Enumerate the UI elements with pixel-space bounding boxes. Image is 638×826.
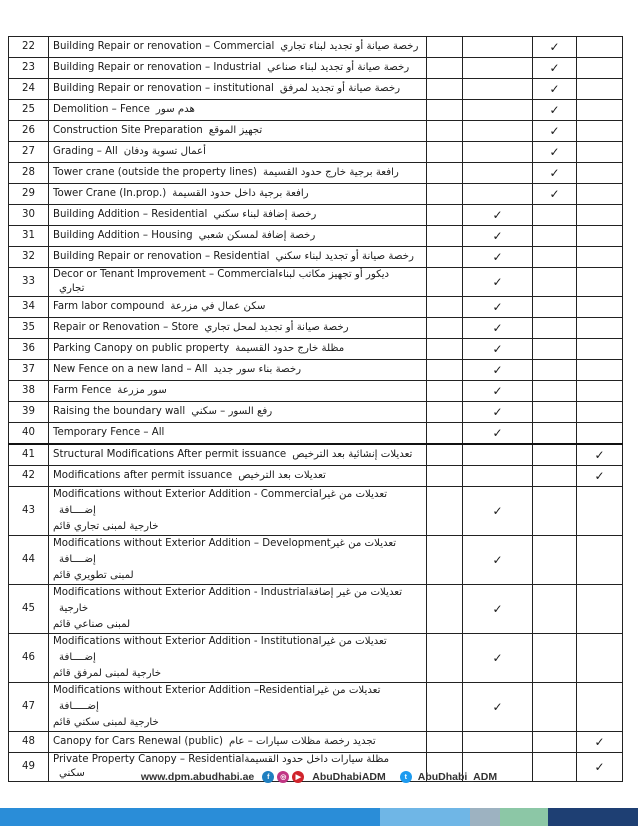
check-mark-icon: ✓ bbox=[492, 229, 503, 243]
check-mark-icon: ✓ bbox=[492, 208, 503, 222]
permits-table-body bbox=[9, 37, 623, 782]
table-row bbox=[9, 423, 623, 445]
row-number: 27 bbox=[9, 142, 49, 163]
permit-name-en: Parking Canopy on public property bbox=[53, 343, 230, 354]
check-cell bbox=[427, 121, 463, 142]
footer-color-bars bbox=[0, 808, 638, 826]
check-cell bbox=[463, 247, 533, 268]
row-number: 35 bbox=[9, 318, 49, 339]
check-cell bbox=[533, 142, 577, 163]
check-cell bbox=[427, 318, 463, 339]
permit-description bbox=[49, 121, 427, 142]
permit-name-en: Private Property Canopy – Residential bbox=[53, 754, 245, 765]
table-row bbox=[9, 297, 623, 318]
permit-name-ar: ديكور أو تجهيز مكاتب لبناء تجاري bbox=[59, 269, 390, 294]
row-number: 49 bbox=[9, 753, 49, 782]
check-cell bbox=[533, 634, 577, 683]
check-cell bbox=[463, 402, 533, 423]
row-number: 30 bbox=[9, 205, 49, 226]
row-number: 41 bbox=[9, 444, 49, 466]
check-cell bbox=[427, 79, 463, 100]
permit-name-en: Modifications without Exterior Addition –Residential bbox=[53, 685, 316, 696]
check-cell bbox=[463, 732, 533, 753]
permit-name-ar-continued: لمبنى صناعي قائم bbox=[53, 619, 131, 630]
row-number: 29 bbox=[9, 184, 49, 205]
permit-name-en: Tower Crane (In.prop.) bbox=[53, 188, 167, 199]
permit-name-ar: سور مزرعة bbox=[117, 385, 167, 396]
check-cell bbox=[463, 585, 533, 634]
permit-description bbox=[49, 37, 427, 58]
permit-name-en: Building Addition – Housing bbox=[53, 230, 193, 241]
check-cell bbox=[577, 487, 623, 536]
table-row bbox=[9, 381, 623, 402]
check-mark-icon: ✓ bbox=[549, 166, 560, 180]
row-number: 45 bbox=[9, 585, 49, 634]
check-cell bbox=[427, 487, 463, 536]
check-cell bbox=[427, 142, 463, 163]
check-cell bbox=[577, 732, 623, 753]
row-number: 42 bbox=[9, 466, 49, 487]
twitter-handle[interactable]: AbuDhabi_ADM bbox=[417, 771, 498, 783]
permit-name-ar: رافعة برجية داخل حدود القسيمة bbox=[172, 188, 309, 199]
permit-name-ar: رخصة صيانة أو تجديد لمحل تجاري bbox=[204, 322, 349, 333]
check-mark-icon: ✓ bbox=[549, 82, 560, 96]
check-cell bbox=[463, 184, 533, 205]
check-cell bbox=[427, 205, 463, 226]
check-cell bbox=[533, 318, 577, 339]
check-cell bbox=[577, 226, 623, 247]
check-cell bbox=[577, 402, 623, 423]
check-cell bbox=[463, 100, 533, 121]
table-row bbox=[9, 100, 623, 121]
row-number: 40 bbox=[9, 423, 49, 445]
permit-description bbox=[49, 634, 427, 683]
bar-light-blue bbox=[0, 808, 380, 826]
check-cell bbox=[427, 536, 463, 585]
permit-name-ar: تعديلات من غير إضافة خارجية bbox=[59, 587, 403, 614]
permit-name-ar: مظلة خارج حدود القسيمة bbox=[235, 343, 345, 354]
check-cell bbox=[463, 297, 533, 318]
check-cell bbox=[427, 634, 463, 683]
check-mark-icon: ✓ bbox=[594, 735, 605, 749]
table-row bbox=[9, 487, 623, 536]
table-row bbox=[9, 466, 623, 487]
permit-name-en: New Fence on a new land – All bbox=[53, 364, 208, 375]
row-number: 22 bbox=[9, 37, 49, 58]
table-row bbox=[9, 732, 623, 753]
check-mark-icon: ✓ bbox=[492, 700, 503, 714]
permit-name-en: Grading – All bbox=[53, 146, 118, 157]
permit-name-ar: هدم سور bbox=[155, 104, 195, 115]
check-mark-icon: ✓ bbox=[594, 469, 605, 483]
check-cell bbox=[427, 247, 463, 268]
permit-description bbox=[49, 184, 427, 205]
row-number: 47 bbox=[9, 683, 49, 732]
check-mark-icon: ✓ bbox=[549, 40, 560, 54]
table-row bbox=[9, 268, 623, 297]
check-cell bbox=[577, 163, 623, 184]
check-cell bbox=[577, 360, 623, 381]
permit-name-en: Farm labor compound bbox=[53, 301, 165, 312]
permit-description bbox=[49, 268, 427, 297]
permit-description bbox=[49, 585, 427, 634]
row-number: 46 bbox=[9, 634, 49, 683]
permit-name-ar: رافعة برجية خارج حدود القسيمة bbox=[263, 167, 399, 178]
row-number: 23 bbox=[9, 58, 49, 79]
permit-description bbox=[49, 247, 427, 268]
check-cell bbox=[577, 121, 623, 142]
check-cell bbox=[533, 226, 577, 247]
check-cell bbox=[577, 58, 623, 79]
permit-description bbox=[49, 683, 427, 732]
permit-name-ar: رخصة صيانة أو تجديد لبناء سكني bbox=[275, 251, 414, 262]
permit-name-ar: رخصة بناء سور جديد bbox=[213, 364, 302, 375]
check-cell bbox=[427, 163, 463, 184]
permit-description bbox=[49, 142, 427, 163]
table-row bbox=[9, 247, 623, 268]
check-cell bbox=[463, 163, 533, 184]
check-cell bbox=[427, 37, 463, 58]
check-cell bbox=[577, 585, 623, 634]
permit-name-ar: تعديلات بعد الترخيص bbox=[238, 470, 326, 481]
permit-description bbox=[49, 226, 427, 247]
row-number: 25 bbox=[9, 100, 49, 121]
permit-name-ar: رخصة صيانة أو تجديد لبناء صناعي bbox=[267, 62, 410, 73]
check-mark-icon: ✓ bbox=[594, 760, 605, 774]
permit-name-en: Demolition – Fence bbox=[53, 104, 150, 115]
check-cell bbox=[533, 37, 577, 58]
permit-name-en: Modifications without Exterior Addition - Institutional bbox=[53, 636, 322, 647]
permit-name-ar: رخصة صيانة أو تجديد لبناء تجاري bbox=[280, 41, 419, 52]
permit-name-en: Repair or Renovation – Store bbox=[53, 322, 199, 333]
permit-name-ar: رخصة إضافة لمسكن شعبي bbox=[198, 230, 316, 241]
permit-name-en: Building Addition – Residential bbox=[53, 209, 208, 220]
check-cell bbox=[463, 444, 533, 466]
check-mark-icon: ✓ bbox=[492, 342, 503, 356]
check-cell bbox=[463, 58, 533, 79]
check-mark-icon: ✓ bbox=[492, 363, 503, 377]
table-row bbox=[9, 360, 623, 381]
check-cell bbox=[577, 536, 623, 585]
row-number: 37 bbox=[9, 360, 49, 381]
row-number: 31 bbox=[9, 226, 49, 247]
permit-name-en: Structural Modifications After permit issuance bbox=[53, 449, 287, 460]
check-mark-icon: ✓ bbox=[492, 384, 503, 398]
check-cell bbox=[427, 423, 463, 445]
permit-name-ar: رفع السور – سكني bbox=[191, 406, 273, 417]
permit-name-en: Modifications without Exterior Addition - Commercial bbox=[53, 489, 322, 500]
permit-name-ar-continued: خارجية لمبنى لمرفق قائم bbox=[53, 668, 162, 679]
permit-description bbox=[49, 444, 427, 466]
table-row bbox=[9, 121, 623, 142]
check-cell bbox=[533, 184, 577, 205]
check-cell bbox=[533, 360, 577, 381]
permits-table bbox=[8, 36, 623, 782]
permit-name-ar: تجديد رخصة مظلات سيارات – عام bbox=[228, 736, 376, 747]
check-mark-icon: ✓ bbox=[549, 61, 560, 75]
check-cell bbox=[533, 205, 577, 226]
check-cell bbox=[533, 247, 577, 268]
permit-name-ar-continued: خارجية لمبنى سكني قائم bbox=[53, 717, 159, 728]
row-number: 48 bbox=[9, 732, 49, 753]
row-number: 32 bbox=[9, 247, 49, 268]
bar-navy bbox=[548, 808, 638, 826]
check-cell bbox=[577, 100, 623, 121]
facebook-icon[interactable]: f bbox=[262, 771, 274, 783]
check-mark-icon: ✓ bbox=[492, 553, 503, 567]
permit-description bbox=[49, 205, 427, 226]
check-cell bbox=[463, 536, 533, 585]
permit-name-ar: أعمال تسوية ودفان bbox=[123, 146, 206, 157]
check-cell bbox=[427, 585, 463, 634]
website-link[interactable]: www.dpm.abudhabi.ae bbox=[140, 771, 255, 783]
check-cell bbox=[577, 318, 623, 339]
check-cell bbox=[427, 297, 463, 318]
table-row bbox=[9, 58, 623, 79]
permit-name-en: Building Repair or renovation – Residential bbox=[53, 251, 270, 262]
check-cell bbox=[427, 339, 463, 360]
permit-name-ar: تعديلات من غير إضــــافة bbox=[59, 489, 388, 516]
permit-name-en: Building Repair or renovation – Commercial bbox=[53, 41, 275, 52]
social-icons bbox=[262, 771, 304, 783]
check-cell bbox=[463, 683, 533, 732]
check-cell bbox=[533, 339, 577, 360]
table-row bbox=[9, 184, 623, 205]
permit-description bbox=[49, 318, 427, 339]
table-row bbox=[9, 37, 623, 58]
check-cell bbox=[463, 360, 533, 381]
permit-name-en: Construction Site Preparation bbox=[53, 125, 203, 136]
check-cell bbox=[427, 444, 463, 466]
check-cell bbox=[427, 58, 463, 79]
check-cell bbox=[533, 444, 577, 466]
check-cell bbox=[577, 634, 623, 683]
check-cell bbox=[427, 184, 463, 205]
check-cell bbox=[533, 79, 577, 100]
check-cell bbox=[427, 466, 463, 487]
social-handle[interactable]: AbuDhabiADM bbox=[312, 771, 386, 783]
table-row bbox=[9, 402, 623, 423]
check-cell bbox=[463, 37, 533, 58]
permit-name-en: Modifications without Exterior Addition - Industrial bbox=[53, 587, 309, 598]
permit-description bbox=[49, 466, 427, 487]
table-row bbox=[9, 683, 623, 732]
permit-description bbox=[49, 536, 427, 585]
check-mark-icon: ✓ bbox=[549, 187, 560, 201]
check-cell bbox=[463, 487, 533, 536]
check-cell bbox=[463, 79, 533, 100]
permit-name-en: Tower crane (outside the property lines) bbox=[53, 167, 257, 178]
check-cell bbox=[533, 423, 577, 445]
check-cell bbox=[533, 268, 577, 297]
check-cell bbox=[463, 381, 533, 402]
check-cell bbox=[463, 466, 533, 487]
permit-description bbox=[49, 732, 427, 753]
check-mark-icon: ✓ bbox=[492, 405, 503, 419]
check-mark-icon: ✓ bbox=[594, 448, 605, 462]
check-mark-icon: ✓ bbox=[492, 426, 503, 440]
check-cell bbox=[533, 487, 577, 536]
check-cell bbox=[427, 732, 463, 753]
permit-description bbox=[49, 423, 427, 445]
permit-description bbox=[49, 163, 427, 184]
twitter-icon[interactable]: t bbox=[400, 771, 412, 783]
check-cell bbox=[577, 268, 623, 297]
check-cell bbox=[577, 184, 623, 205]
check-cell bbox=[577, 247, 623, 268]
check-cell bbox=[533, 402, 577, 423]
check-cell bbox=[463, 142, 533, 163]
permit-name-en: Modifications after permit issuance bbox=[53, 470, 233, 481]
permit-name-en: Temporary Fence – All bbox=[53, 427, 165, 438]
check-mark-icon: ✓ bbox=[492, 300, 503, 314]
check-cell bbox=[427, 402, 463, 423]
check-cell bbox=[577, 142, 623, 163]
check-cell bbox=[533, 163, 577, 184]
row-number: 39 bbox=[9, 402, 49, 423]
check-mark-icon: ✓ bbox=[549, 124, 560, 138]
table-row bbox=[9, 585, 623, 634]
permit-description bbox=[49, 297, 427, 318]
check-cell bbox=[533, 297, 577, 318]
instagram-icon[interactable]: ◎ bbox=[277, 771, 289, 783]
check-mark-icon: ✓ bbox=[492, 504, 503, 518]
check-mark-icon: ✓ bbox=[492, 250, 503, 264]
footer bbox=[0, 768, 638, 786]
permit-description bbox=[49, 339, 427, 360]
row-number: 26 bbox=[9, 121, 49, 142]
check-cell bbox=[533, 536, 577, 585]
permit-name-ar: تعديلات من غير إضــــافة bbox=[59, 636, 387, 663]
check-cell bbox=[577, 37, 623, 58]
check-cell bbox=[577, 683, 623, 732]
check-cell bbox=[577, 423, 623, 445]
permit-description bbox=[49, 487, 427, 536]
row-number: 36 bbox=[9, 339, 49, 360]
permit-name-en: Modifications without Exterior Addition – Development bbox=[53, 538, 331, 549]
check-cell bbox=[533, 381, 577, 402]
permit-name-ar: رخصة إضافة لبناء سكني bbox=[213, 209, 317, 220]
check-cell bbox=[463, 121, 533, 142]
permit-name-ar: رخصة صيانة أو تجديد لمرفق bbox=[279, 83, 401, 94]
check-cell bbox=[533, 683, 577, 732]
table-row bbox=[9, 205, 623, 226]
check-cell bbox=[463, 268, 533, 297]
permit-name-en: Canopy for Cars Renewal (public) bbox=[53, 736, 223, 747]
row-number: 34 bbox=[9, 297, 49, 318]
permit-name-ar: سكن عمال في مزرعة bbox=[170, 301, 266, 312]
permit-name-ar: مظلة سيارات داخل حدود القسيمة سكني bbox=[59, 754, 390, 779]
row-number: 38 bbox=[9, 381, 49, 402]
check-cell bbox=[427, 381, 463, 402]
permit-name-ar: تعديلات من غير إضــــافة bbox=[59, 538, 397, 565]
permit-description bbox=[49, 381, 427, 402]
permit-name-en: Decor or Tenant Improvement – Commercial bbox=[53, 269, 279, 280]
check-cell bbox=[533, 466, 577, 487]
table-row bbox=[9, 142, 623, 163]
table-row bbox=[9, 163, 623, 184]
permit-description bbox=[49, 79, 427, 100]
check-cell bbox=[577, 205, 623, 226]
row-number: 28 bbox=[9, 163, 49, 184]
permit-name-ar: تجهيز الموقع bbox=[208, 125, 263, 136]
check-cell bbox=[463, 423, 533, 445]
check-cell bbox=[533, 100, 577, 121]
permit-name-en: Building Repair or renovation – institutional bbox=[53, 83, 274, 94]
youtube-icon[interactable]: ▶ bbox=[292, 771, 304, 783]
check-cell bbox=[577, 297, 623, 318]
check-mark-icon: ✓ bbox=[492, 651, 503, 665]
row-number: 44 bbox=[9, 536, 49, 585]
check-mark-icon: ✓ bbox=[492, 321, 503, 335]
check-cell bbox=[533, 58, 577, 79]
table-row bbox=[9, 634, 623, 683]
row-number: 43 bbox=[9, 487, 49, 536]
check-cell bbox=[463, 634, 533, 683]
check-cell bbox=[577, 444, 623, 466]
check-mark-icon: ✓ bbox=[549, 145, 560, 159]
table-row bbox=[9, 318, 623, 339]
bar-pale-blue bbox=[380, 808, 470, 826]
permit-description bbox=[49, 360, 427, 381]
check-mark-icon: ✓ bbox=[492, 275, 503, 289]
check-cell bbox=[533, 585, 577, 634]
permit-name-en: Raising the boundary wall bbox=[53, 406, 186, 417]
check-cell bbox=[463, 205, 533, 226]
check-cell bbox=[463, 339, 533, 360]
permit-name-en: Building Repair or renovation – Industrial bbox=[53, 62, 262, 73]
check-cell bbox=[427, 683, 463, 732]
bar-grey bbox=[470, 808, 500, 826]
check-cell bbox=[463, 318, 533, 339]
check-cell bbox=[533, 121, 577, 142]
table-row bbox=[9, 536, 623, 585]
check-cell bbox=[577, 339, 623, 360]
table-row bbox=[9, 79, 623, 100]
check-cell bbox=[427, 268, 463, 297]
row-number: 24 bbox=[9, 79, 49, 100]
table-row bbox=[9, 444, 623, 466]
check-cell bbox=[577, 381, 623, 402]
table-row bbox=[9, 339, 623, 360]
check-cell bbox=[427, 100, 463, 121]
check-mark-icon: ✓ bbox=[549, 103, 560, 117]
permit-name-ar-continued: لمبنى تطويري قائم bbox=[53, 570, 134, 581]
check-mark-icon: ✓ bbox=[492, 602, 503, 616]
bar-green bbox=[500, 808, 548, 826]
check-cell bbox=[463, 226, 533, 247]
permit-name-ar-continued: خارجية لمبنى تجاري قائم bbox=[53, 521, 159, 532]
permit-name-ar: تعديلات من غير إضـــــافة bbox=[59, 685, 381, 712]
permit-description bbox=[49, 58, 427, 79]
permit-name-en: Farm Fence bbox=[53, 385, 112, 396]
check-cell bbox=[533, 732, 577, 753]
check-cell bbox=[427, 360, 463, 381]
permit-name-ar: تعديلات إنشائية بعد الترخيص bbox=[292, 449, 413, 460]
table-row bbox=[9, 226, 623, 247]
check-cell bbox=[577, 466, 623, 487]
permit-description bbox=[49, 402, 427, 423]
permit-description bbox=[49, 100, 427, 121]
row-number: 33 bbox=[9, 268, 49, 297]
check-cell bbox=[427, 226, 463, 247]
check-cell bbox=[577, 79, 623, 100]
